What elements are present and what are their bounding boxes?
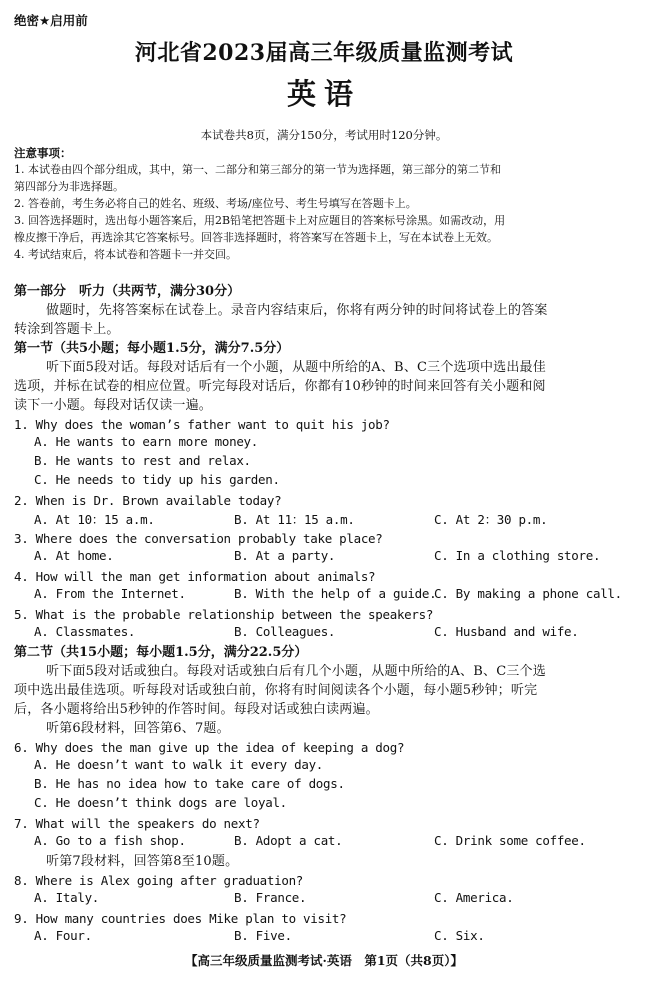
question-1-option-a: A. He wants to earn more money.: [34, 434, 258, 449]
question-6-option-c: C. He doesn’t think dogs are loyal.: [34, 795, 287, 810]
part1-intro-b: 转涂到答题卡上。: [14, 322, 120, 337]
page-footer: 【高三年级质量监测考试·英语 第1页（共8页）】: [185, 953, 463, 968]
section1-intro-b: 选项，并标在试卷的相应位置。听完每段对话后，你都有10秒钟的时间来回答有关小题和阅: [14, 379, 546, 394]
question-6-option-a: A. He doesn’t want to walk it every day.: [34, 757, 324, 772]
question-4-option-b: B. With the help of a guide.: [234, 586, 437, 601]
question-7-stem: 7. What will the speakers do next?: [14, 816, 260, 831]
note-1a: 1. 本试卷由四个部分组成，其中，第一、二部分和第三部分的第一节为选择题，第三部分的第二节和: [14, 163, 501, 176]
note-2: 2. 答卷前，考生务必将自己的姓名、班级、考场/座位号、考生号填写在答题卡上。: [14, 197, 417, 210]
section1-intro-a: 听下面5段对话。每段对话后有一个小题，从题中所给的A、B、C三个选项中选出最佳: [46, 360, 546, 375]
question-8-option-c: C. America.: [434, 890, 514, 905]
question-9-option-a: A. Four.: [34, 928, 92, 943]
section1-intro-c: 读下一小题。每段对话仅读一遍。: [14, 398, 213, 413]
exam-title: 河北省2023届高三年级质量监测考试: [134, 40, 514, 66]
question-4-option-c: C. By making a phone call.: [434, 586, 622, 601]
section2-intro-c: 后，各小题将给出5秒钟的作答时间。每段对话或独白读两遍。: [14, 702, 379, 717]
part1-heading: 第一部分 听力（共两节，满分30分）: [14, 284, 241, 299]
question-5-option-a: A. Classmates.: [34, 624, 136, 639]
question-6-stem: 6. Why does the man give up the idea of keeping a dog?: [14, 740, 405, 755]
question-5-option-b: B. Colleagues.: [234, 624, 336, 639]
question-8-option-b: B. France.: [234, 890, 307, 905]
question-7-option-b: B. Adopt a cat.: [234, 833, 343, 848]
question-7-option-a: A. Go to a fish shop.: [34, 833, 186, 848]
confidential-label: 绝密★启用前: [14, 13, 88, 28]
section2-intro-a: 听下面5段对话或独白。每段对话或独白后有几个小题，从题中所给的A、B、C三个选: [46, 664, 546, 679]
question-4-option-a: A. From the Internet.: [34, 586, 186, 601]
question-8-stem: 8. Where is Alex going after graduation?: [14, 873, 304, 888]
question-1-option-b: B. He wants to rest and relax.: [34, 453, 251, 468]
part1-intro-a: 做题时，先将答案标在试卷上。录音内容结束后，你将有两分钟的时间将试卷上的答案: [46, 303, 548, 318]
section1-heading: 第一节（共5小题；每小题1.5分，满分7.5分）: [14, 341, 290, 356]
question-5-stem: 5. What is the probable relationship between the speakers?: [14, 607, 434, 622]
question-2-option-a: A. At 10：15 a.m.: [34, 512, 155, 527]
note-3b: 橡皮擦干净后，再选涂其它答案标号。回答非选择题时，将答案写在答题卡上，写在本试卷上无效。: [14, 231, 498, 244]
question-4-stem: 4. How will the man get information about animals?: [14, 569, 376, 584]
question-9-option-c: C. Six.: [434, 928, 485, 943]
question-3-option-a: A. At home.: [34, 548, 114, 563]
question-3-option-c: C. In a clothing store.: [434, 548, 601, 563]
question-9-option-b: B. Five.: [234, 928, 292, 943]
note-4: 4. 考试结束后，将本试卷和答题卡一并交回。: [14, 248, 237, 261]
material-6-instruction: 听第6段材料，回答第6、7题。: [46, 721, 230, 736]
subject-title: 英语: [286, 77, 361, 111]
question-3-option-b: B. At a party.: [234, 548, 336, 563]
question-9-stem: 9. How many countries does Mike plan to visit?: [14, 911, 347, 926]
question-6-option-b: B. He has no idea how to take care of dogs.: [34, 776, 345, 791]
question-8-option-a: A. Italy.: [34, 890, 100, 905]
section2-heading: 第二节（共15小题；每小题1.5分，满分22.5分）: [14, 645, 308, 660]
section2-intro-b: 项中选出最佳选项。听每段对话或独白前，你将有时间阅读各个小题，每小题5秒钟；听完: [14, 683, 538, 698]
notes-heading: 注意事项：: [14, 146, 72, 160]
question-3-stem: 3. Where does the conversation probably take place?: [14, 531, 383, 546]
question-2-option-c: C. At 2：30 p.m.: [434, 512, 548, 527]
note-1b: 第四部分为非选择题。: [14, 180, 124, 193]
question-2-option-b: B. At 11：15 a.m.: [234, 512, 355, 527]
question-7-option-c: C. Drink some coffee.: [434, 833, 586, 848]
question-1-stem: 1. Why does the woman’s father want to quit his job?: [14, 417, 390, 432]
exam-info: 本试卷共8页，满分150分，考试用时120分钟。: [200, 128, 448, 142]
note-3a: 3. 回答选择题时，选出每小题答案后，用2B铅笔把答题卡上对应题目的答案标号涂黑。如需改动，用: [14, 214, 506, 227]
question-2-stem: 2. When is Dr. Brown available today?: [14, 493, 282, 508]
question-5-option-c: C. Husband and wife.: [434, 624, 579, 639]
material-7-instruction: 听第7段材料，回答第8至10题。: [46, 854, 239, 869]
question-1-option-c: C. He needs to tidy up his garden.: [34, 472, 280, 487]
